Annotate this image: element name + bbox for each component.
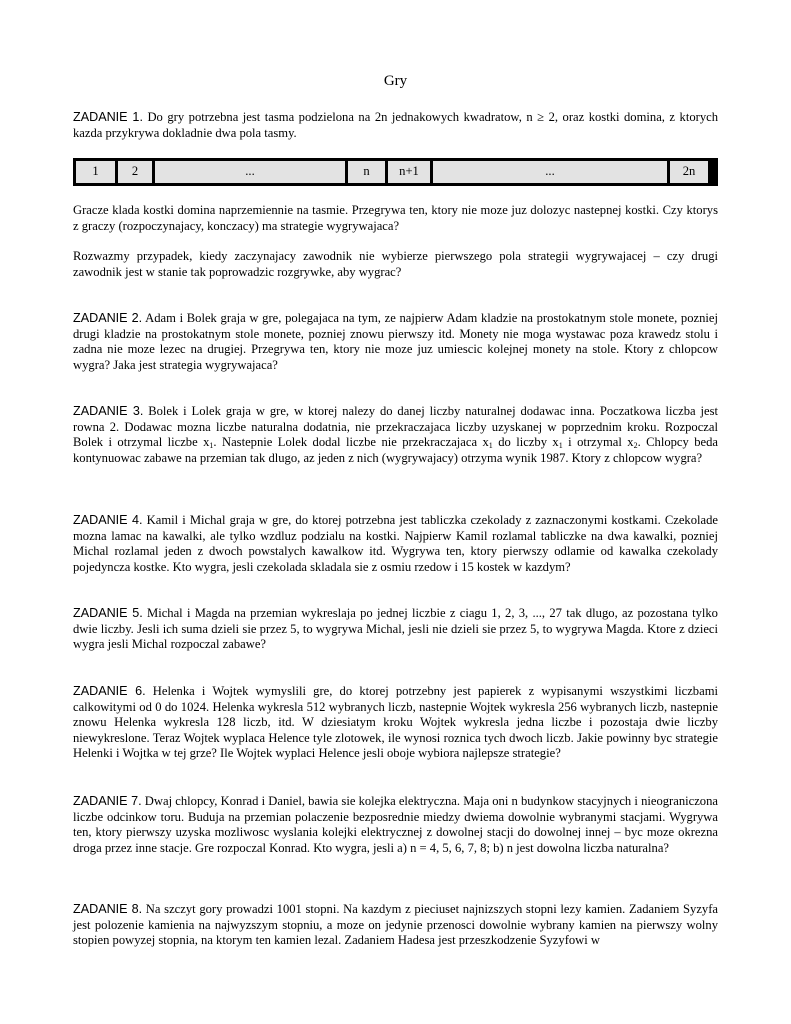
domino-tape xyxy=(73,158,718,186)
task-6-label: ZADANIE 6. xyxy=(73,684,146,698)
task-2-text: ZADANIE 2. Adam i Bolek graja w gre, polegajaca na tym, ze najpierw Adam kladzie na prostokatnym stole monete, pozniej drugi kladzie na prostokatnym stole monete, pozniej znowu pierwszy itd. Monety nie moga wystawac poza krawedz stolu i zadna nie moze lezec na drugiej. Przegrywa ten, ktory nie moze juz umiescic kolejnej monety na stole. Ktory z chlopcow wygra? Jaka jest strategia wygrywajaca? xyxy=(73,311,718,372)
task-3-text: ZADANIE 3. Bolek i Lolek graja w gre, w ktorej nalezy do danej liczby naturalnej dodawac inna. Poczatkowa liczba jest rowna 2. Dodawac mozna liczbe naturalna dodatnia, nie przekraczajaca liczby uzyskanej w poprzednim kroku. Rozpoczal Bolek i otrzymal liczbe $x_1$. Nastepnie Lolek dodal liczbe nie przekraczajaca $x_1$ do liczby $x_1$ i otrzymal $x_2$. Chlopcy beda kontynuowac zabawe na przemian tak dlugo, az jeden z nich (wygrywajacy) otrzyma wynik 1987. Ktory z chlopcow wygra? xyxy=(73,404,719,465)
task-4-text: ZADANIE 4. Kamil i Michal graja w gre, do ktorej potrzebna jest tabliczka czekolady z zaznaczonymi kostkami. Czekolade mozna lamac na kawalki, ale tylko wzdluz podzialu na kostki. Najpierw Kamil rozlamal tabliczke na dwa kawalki, pozniej Michal rozlamal jeden z dwoch powstalych kawalkow itd. Wygrywa ten, ktory pierwszy odlamie od kawalka czekolady pojedyncza kostke. Kto wygra, jesli czekolada skladala sie z osmiu rzedow i 15 kostek w kazdym? xyxy=(73,513,718,574)
tape-cell: 1 xyxy=(76,161,115,183)
tape-cell: n+1 xyxy=(388,161,430,183)
tape-cell: ... xyxy=(155,161,345,183)
tape-cell: n xyxy=(348,161,385,183)
task-5-text: ZADANIE 5. Michal i Magda na przemian wykreslaja po jednej liczbie z ciagu 1, 2, 3, ..., 27 tak dlugo, az pozostana tylko dwie liczby. Jesli ich suma dzieli sie przez 5, to wygrywa Michal, jesli nie dzieli sie przez 5, to wygrywa Magda. Ktore z dzieci wygra jesli Michal rozpoczal zabawe? xyxy=(73,606,718,652)
task-2-label: ZADANIE 2. xyxy=(73,311,143,325)
task-1-text: ZADANIE 1. Do gry potrzebna jest tasma podzielona na 2n jednakowych kwadratow, n ≥ 2, oraz kostki domina, z ktorych kazda przykrywa dokladnie dwa pola tasmy. xyxy=(73,110,718,140)
task-8-text: ZADANIE 8. Na szczyt gory prowadzi 1001 stopni. Na kazdym z pieciuset najnizszych stopni lezy kamien. Zadaniem Syzyfa jest polozenie kamienia na najwyzszym stopniu, a moze on jedynie przenosci dowolnie wybrany kamien na pierwszy wolny stopien powyzej stopnia, na ktorym ten kamien lezal. Zadaniem Hadesa jest przeszkodzenie Syzyfowi w xyxy=(73,902,718,948)
page-title: Gry xyxy=(383,73,408,89)
task-7-label: ZADANIE 7. xyxy=(73,794,142,808)
task-8-label: ZADANIE 8. xyxy=(73,902,143,916)
task-1-label: ZADANIE 1. xyxy=(73,110,143,124)
task-5-label: ZADANIE 5. xyxy=(73,606,143,620)
tape-cell: 2 xyxy=(118,161,152,183)
task-4-label: ZADANIE 4. xyxy=(73,513,143,527)
tape-cell: 2n xyxy=(670,161,708,183)
tape-cell: ... xyxy=(433,161,667,183)
task-3-label: ZADANIE 3. xyxy=(73,404,144,418)
task-6-text: ZADANIE 6. Helenka i Wojtek wymyslili gre, do ktorej potrzebny jest papierek z wypisanymi wszystkimi liczbami calkowitymi od 0 do 1024. Helenka wykresla 512 wybranych liczb, nastepnie Wojtek wykresla 256 wybranych liczb, nastepnie znowu Helenka wykresla 128 liczb, itd. W dziesiatym kroku Wojtek wykresla jedna liczbe i pozostaja dwie liczby niewykreslone. Teraz Wojtek wyplaca Helence tyle zlotowek, ile wynosi roznica tych dwoch liczb. Jakie powinny byc strategie Helenki i Wojtka w tej grze? Ile Wojtek wyplaci Helence jesli oboje wybiora najlepsze strategie? xyxy=(73,684,718,761)
task-1-rules: Gracze klada kostki domina naprzemiennie na tasmie. Przegrywa ten, ktory nie moze juz dolozyc nastepnej kostki. Czy ktorys z graczy (rozpoczynajacy, konczacy) ma strategie wygrywajaca? xyxy=(73,203,718,233)
task-1-question: Rozwazmy przypadek, kiedy zaczynajacy zawodnik nie wybierze pierwszego pola strategii wygrywajacej – czy drugi zawodnik jest w stanie tak poprowadzic rozgrywke, aby wygrac? xyxy=(73,249,718,279)
task-7-text: ZADANIE 7. Dwaj chlopcy, Konrad i Daniel, bawia sie kolejka elektryczna. Maja oni n budynkow stacyjnych i nieograniczona liczbe odcinkow toru. Buduja na przemian polaczenie bezposrednie miedzy dwiema dowolnie wybranymi stacjami. Wygrywa ten, ktory pierwszy uzyska mozliwosc wyslania kolejki elektrycznej z dowolnej stacji do dowolnej innej – byc moze okrezna droga przez inne stacje. Gre rozpoczal Konrad. Kto wygra, jesli a) n = 4, 5, 6, 7, 8; b) n jest dowolna liczba naturalna? xyxy=(73,794,718,855)
